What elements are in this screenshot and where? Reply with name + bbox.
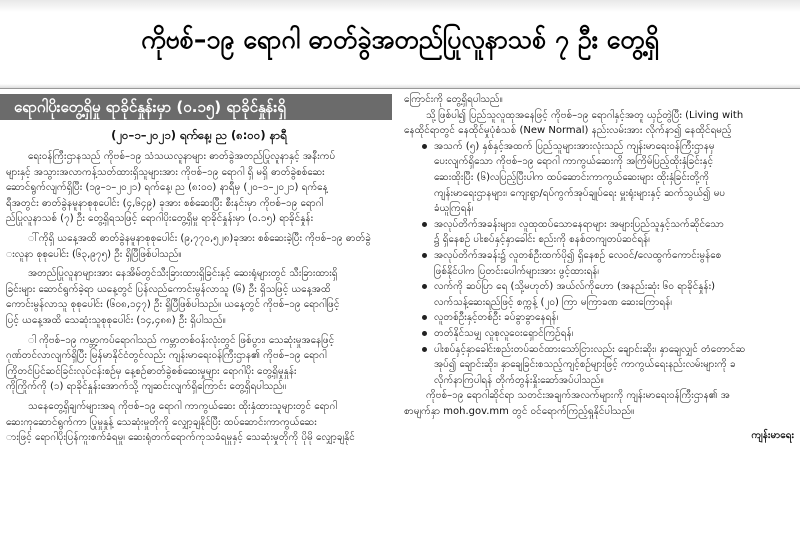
text-line: သနေတွေ့ရှိချက်များအရ ကိုဗစ်–၁၉ ရောဂါ ကာကွယ်ဆေး ထိုးနှံထားသူများတွင် ရောဂါ	[28, 400, 337, 412]
bullet-icon	[422, 144, 427, 149]
text-line: စာမျက်နှာ moh.gov.mm တွင် ဝင်ရောက်ကြည့်ရှုနိုင်ပါသည်။	[404, 405, 635, 417]
text-line: လက်သန့်ဆေးရည်ဖြင့် စက္ကန့် (၂၀) ကြာ မကြာခဏ ဆေးကြောရန်၊	[434, 296, 672, 308]
section-title-bar: ရောဂါပိုးတွေ့ရှိမှု ရာခိုင်နှုန်းမှာ (၀.၁၅) ရာခိုင်နှုန်းရှိ	[0, 94, 392, 120]
text-line: ခံယူကြရန်၊	[434, 203, 474, 215]
text-line: ါ ကိုဗစ်–၁၉ ကမ္ဘာ့ကပ်ရောဂါသည် ကမ္ဘာတစ်ဝန်းလုံးတွင် ဖြစ်ပွား၊ သေဆုံးမှုအနေဖြင့်	[28, 334, 335, 346]
left-column	[0, 92, 398, 550]
list-item	[404, 248, 800, 279]
text-line: ဆေးထိုးပြီး (၆)လပြည့်ပြီးပါက ထပ်ဆောင်းကာကွယ်ဆေးများ ထိုးနှံခြင်းတို့ကို	[434, 171, 710, 183]
text-line: ကျန်းမာရေးဌာနများ၊ ကျေးရွာ/ရပ်ကွက်အုပ်ချုပ်ရေး မှူးရုံးများနှင့် ဆက်သွယ်၍ မပ	[434, 187, 726, 199]
text-line: ပြင့် ယနေ့အထိ သေဆုံးသူစုစုပေါင်း (၁၄,၄၈၈) ဦး ရှိပါသည်။	[6, 314, 226, 326]
text-line: ဖြစ်နိုင်ပါက ပြတင်းပေါက်များအား ဖွင့်ထားရန်၊	[434, 265, 600, 277]
list-item	[404, 279, 800, 310]
bullet-icon	[422, 315, 427, 320]
text-line: တတ်နိုင်သမျှ လူစုလူဝေးရှောင်ကြဉ်ရန်၊	[434, 327, 574, 339]
text-line: ားဖြင့် ရောဂါပိုးပြန်ကူးစက်ခံရမှု၊ ဆေးရုံတက်ရောက်ကုသခံရမှုနှင့် သေဆုံးမှုတိုကို ပိုမို လျှော့ချနိုင်	[6, 432, 355, 444]
bullet-icon	[422, 222, 427, 227]
list-item	[404, 326, 800, 342]
paragraph-global-situation	[6, 333, 398, 395]
text-line: အလုပ်တိက်အခန်း၌ လူတစ်ဦးထက်ပို၍ ရှိနေစဉ် လေဝင်/လေထွက်ကောင်းမွန်စေ	[434, 249, 722, 261]
text-line: အုပ်၍ ချောင်းဆိုး၊ နှာချေခြင်းစသည့်ကျင့်စဉ်များဖြင့် ကာကွယ်ရေးနည်းလမ်းများကို ခ	[434, 359, 736, 371]
text-line: လူတစ်ဦးနှင့်တစ်ဦး ခပ်ခွာခွာနေရန်၊	[434, 312, 559, 324]
text-line: ရေးဝန်ကြီးဌာနသည် ကိုဗစ်–၁၉ သံသယလူနာများ ဓာတ်ခွဲအတည်ပြုလူနာနှင့် အနီးကပ်	[28, 151, 336, 162]
bullet-icon	[422, 331, 427, 336]
headline-title: ကိုဗစ်–၁၉ ရောဂါ ဓာတ်ခွဲအတည်ပြုလူနာသစ် ၇ ဦး တွေ့ရှိ	[141, 25, 659, 54]
bullet-icon	[422, 284, 427, 289]
guideline-list	[404, 139, 800, 389]
text-line: ကိုကြိုက်ကို (၁) ရာခိုင်နှုန်းအောက်သို့ ကျဆင်းလျက်ရှိကြောင်း တွေ့ရှိရပါသည်။	[6, 381, 286, 393]
text-line: အတည်ပြုလူနာများအား နေအိမ်တွင်သီးခြားထားရှိခြင်းနှင့် ဆေးရုံများတွင် သီးခြားထားရှိ	[28, 268, 338, 280]
text-line: နေထိုင်ရာတွင် နေထိုင်မှုပုံစံသစ် (New Normal) နည်းလမ်းအား လိုက်နာ၍ နေထိုင်ရမည့်	[404, 125, 732, 137]
text-line: ကြိုတင်ပြင်ဆင်ခြင်းလုပ်ငန်းစဉ်မှ နေ့စဉ်ဓာတ်ခွဲစစ်ဆေးမှုများ ရောဂါပိုး တွေ့ရှိမှုနှုန်း	[6, 365, 297, 377]
dateline: (၂၀–၁–၂၀၂၁) ရက်နေ့၊ ည (၈:၀၀) နာရီ	[111, 128, 287, 142]
text-line: ခြင်းများ ဆောင်ရွက်ခဲ့ရာ ယနေ့တွင် ပြန်လည်ကောင်းမွန်လာသူ (၆) ဦး ရှိသဖြင့် ယနေ့အထိ	[6, 283, 331, 295]
text-line: လက်ကို ဆပ်ပြာ ရေ (သို့မဟုတ်) အယ်လ်ကိုဟော (အနည်းဆုံး ၆၀ ရာခိုင်နှုန်း)	[434, 281, 716, 293]
text-line: သို့ဖြစ်ပါ၍ ပြည်သူလူထုအနေဖြင့် ကိုဗစ်–၁၉ ရောဂါနှင့်အတူ ယှဉ်တွဲပြီး (Living with	[426, 109, 744, 121]
text-line: ကိုဗစ်–၁၉ ရောဂါဆိုင်ရာ သတင်းအချက်အလက်များကို ကျန်းမာရေးဝန်ကြီးဌာန၏ အ	[426, 390, 730, 402]
paragraph-cumulative-tests	[6, 231, 398, 262]
text-line: ဆောင်ရွက်လျက်ရှိပြီး (၁၉–၁–၂၀၂၁) ရက်နေ့၊ ည (၈:၀၀) နာရီမှ (၂၀–၁–၂၀၂၁) ရက်နေ့	[6, 182, 328, 194]
list-item	[404, 139, 800, 217]
paragraph-testing-summary	[6, 149, 398, 227]
text-line: အလုပ်တိက်အခန်းများ၊ လူထုထပ်သောနေရာများ အများပြည်သူနှင့်သက်ဆိုင်သော	[434, 218, 724, 230]
text-line: ပေးလျက်ရှိသော ကိုဗစ်–၁၉ ရောဂါ ကာကွယ်ဆေးကို အကြိမ်ပြည့်ထိုးနှံခြင်းနှင့်	[434, 156, 714, 168]
text-line: လိုက်နာကြပါရန် တိုက်တွန်းနှိုးဆော်အပ်ပါသည်။	[434, 374, 604, 386]
text-line: ဂုဏ်တင်လာလျက်ရှိပြီး မြန်မာနိုင်ငံတွင်လည်း ကျန်းမာရေးဝန်ကြီးဌာန၏ ကိုဗစ်–၁၉ ရောဂါ	[6, 350, 327, 362]
paragraph-recoveries-deaths	[6, 266, 398, 328]
right-column	[404, 92, 800, 550]
text-line: ရီအတွင်း ဓာတ်ခွဲနမူနာစုစုပေါင်း (၄,၆၄၉) ခုအား စစ်ဆေးပြီး စီးနင်းမှာ ကိုဗစ်–၁၉ ရောဂါ	[6, 197, 324, 209]
text-line: ါ်ကိုရှိ ယနေ့အထိ ဓာတ်ခွဲနမူနာစုစုပေါင်း (၉,၇၇၀,၅၂၈)ခုအား စစ်ဆေးခဲ့ပြီး ကိုဗစ်–၁၉ ဓာတ်ခွဲ	[28, 232, 371, 244]
bullet-icon	[422, 253, 427, 258]
text-line: းလူနာ စုစုပေါင်း (၆၃,၉၇၅) ဦး ရှိပြီဖြစ်ပါသည်။	[6, 248, 182, 260]
list-item	[404, 217, 800, 248]
text-line: ပါးစပ်နှင့်နှာခေါင်းစည်းတပ်ဆင်ထားသော်ငြားလည်း ချောင်းဆိုး၊ နှာချေလျှင် တံတောင်ဆ	[434, 343, 746, 355]
text-line: ည်ပြုလူနာသစ် (၇) ဦး တွေ့ရှိရသဖြင့် ရောဂါပိုးတွေ့ရှိမှု ရာခိုင်နှုန်းမှာ (၀.၁၅) ရာခိုင်နှုန်း	[6, 213, 314, 225]
bullet-icon	[422, 347, 427, 352]
text-line: ၌ ရှိနေစဉ် ပါးစပ်နှင့်နှာခေါင်း စည်းကို စနစ်တကျတပ်ဆင်ရန်၊	[434, 234, 650, 246]
list-item	[404, 310, 800, 326]
paragraph-vaccine-findings	[6, 399, 398, 446]
text-line: ကြောင်းကို တွေ့ရှိရပါသည်။	[404, 94, 503, 105]
text-line: များနှင့် အသွားအလာကန့်သတ်ထားရှိသူများအား ကိုဗစ်–၁၉ ရောဂါ ရှိ မရှိ ဓာတ်ခွဲစစ်ဆေး	[6, 166, 325, 178]
text-line: ဆေးကုဆောင်ရွက်ကာ ပြုမှုနှုန့် သေဆုံးမှုတိုကို လျှော့ချနိုင်ပြီး ထပ်ဆောင်းကာကွယ်ဆေး	[6, 416, 317, 428]
list-item	[404, 342, 800, 389]
text-line: အသက် (၅) နှစ်နှင့်အထက် ပြည်သူများအားလုံးသည် ကျန်းမာရေးဝန်ကြီးဌာနမှ	[434, 140, 715, 152]
ministry-signature: ကျန်းမာရေး	[751, 430, 794, 441]
headline-banner	[0, 0, 800, 89]
text-line: ကောင်းမွန်လာသူ စုစုပေါင်း (၆၀၈,၁၄၇) ဦး ရှိပြီဖြစ်ပါသည်။ ယနေ့တွင် ကိုဗစ်–၁၉ ရောဂါဖြင့်	[6, 299, 340, 311]
